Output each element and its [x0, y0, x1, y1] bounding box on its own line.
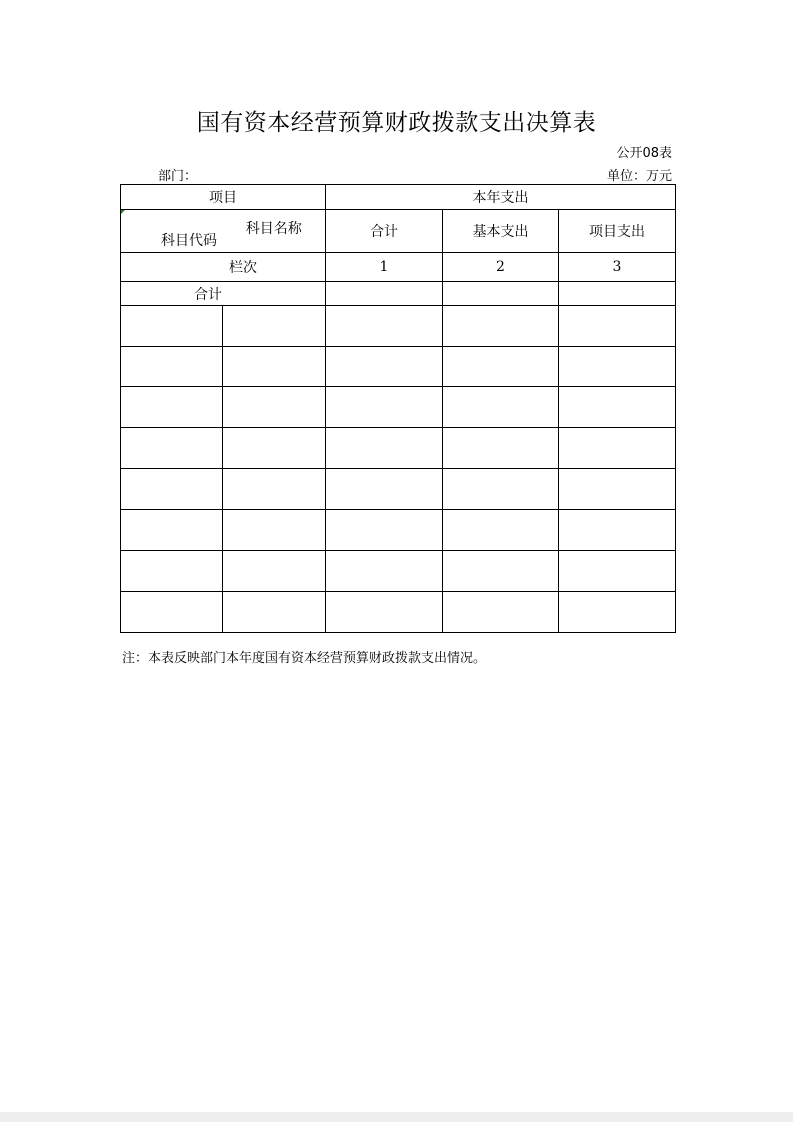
subject-name-cell [223, 592, 326, 633]
column-index-3: 3 [559, 253, 676, 282]
total-cell [326, 469, 443, 510]
subject-name-label: 科目名称 [245, 221, 302, 237]
footnote: 注：本表反映部门本年度国有资本经营预算财政拨款支出情况。 [122, 651, 487, 666]
total-row-total [326, 282, 443, 306]
header-row-group [121, 185, 676, 210]
column-index-2: 2 [443, 253, 559, 282]
expenditure-table [120, 184, 676, 633]
subject-code-cell [121, 551, 223, 592]
subject-name-cell [223, 551, 326, 592]
subject-code-label: 科目代码 [161, 233, 217, 249]
basic-expense-header: 基本支出 [443, 210, 559, 253]
subject-name-cell [223, 306, 326, 347]
subject-code-cell [121, 592, 223, 633]
subject-code-cell [121, 347, 223, 387]
total-cell [326, 551, 443, 592]
project-expense-cell [559, 592, 676, 633]
total-cell [326, 428, 443, 469]
subject-code-cell [121, 428, 223, 469]
project-expense-cell [559, 469, 676, 510]
item-group-header: 项目 [121, 185, 326, 210]
total-row [121, 282, 676, 306]
total-row-basic [443, 282, 559, 306]
cell-corner-mark [121, 210, 125, 214]
table-row [121, 551, 676, 592]
table-row [121, 510, 676, 551]
table-row [121, 306, 676, 347]
table-row [121, 387, 676, 428]
subject-code-header [121, 210, 223, 252]
subject-code-cell [121, 510, 223, 551]
total-cell [326, 347, 443, 387]
total-header: 合计 [326, 210, 443, 253]
header-row-detail [121, 210, 676, 253]
total-cell [326, 592, 443, 633]
subject-name-header [223, 210, 326, 252]
page-footer-bar [0, 1112, 793, 1122]
expense-group-header: 本年支出 [326, 185, 676, 210]
table-row [121, 428, 676, 469]
total-cell [326, 387, 443, 428]
total-row-project [559, 282, 676, 306]
subject-name-cell [223, 469, 326, 510]
subject-name-cell [223, 347, 326, 387]
table-row [121, 347, 676, 387]
total-cell [326, 306, 443, 347]
basic-expense-cell [443, 306, 559, 347]
project-expense-cell [559, 551, 676, 592]
subject-code-cell [121, 469, 223, 510]
total-row-label: 合计 [121, 282, 326, 306]
basic-expense-cell [443, 387, 559, 428]
subject-header-cell [121, 210, 326, 253]
basic-expense-cell [443, 510, 559, 551]
table-row [121, 592, 676, 633]
project-expense-header: 项目支出 [559, 210, 676, 253]
department-label: 部门： [158, 169, 198, 184]
basic-expense-cell [443, 347, 559, 387]
subject-name-cell [223, 387, 326, 428]
project-expense-cell [559, 306, 676, 347]
basic-expense-cell [443, 592, 559, 633]
form-number: 公开08表 [616, 146, 672, 161]
subject-name-cell [223, 428, 326, 469]
subject-name-cell [223, 510, 326, 551]
column-index-1: 1 [326, 253, 443, 282]
project-expense-cell [559, 428, 676, 469]
subject-code-cell [121, 387, 223, 428]
basic-expense-cell [443, 469, 559, 510]
total-cell [326, 510, 443, 551]
project-expense-cell [559, 510, 676, 551]
table-row [121, 469, 676, 510]
column-index-row [121, 253, 676, 282]
project-expense-cell [559, 387, 676, 428]
page-title: 国有资本经营预算财政拨款支出决算表 [196, 110, 597, 136]
project-expense-cell [559, 347, 676, 387]
subject-code-cell [121, 306, 223, 347]
unit-label: 单位：万元 [606, 169, 672, 184]
column-index-label: 栏次 [121, 253, 326, 282]
basic-expense-cell [443, 428, 559, 469]
basic-expense-cell [443, 551, 559, 592]
